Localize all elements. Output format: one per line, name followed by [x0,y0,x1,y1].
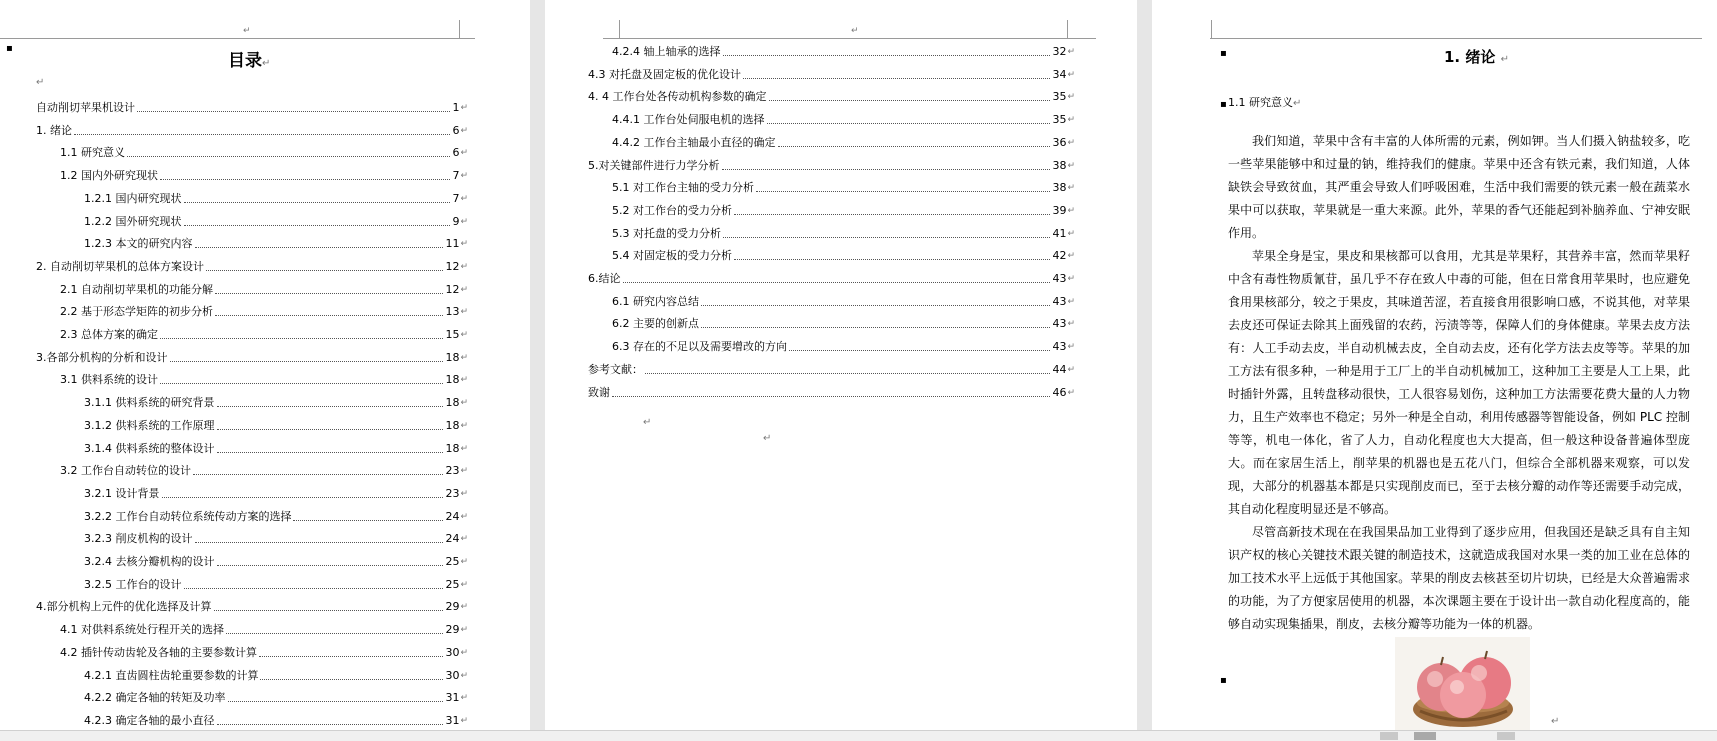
header-boundary [0,38,475,39]
toc-entry-title: 6.1 研究内容总结 [612,294,699,308]
toc-entry-title: 4.2.1 直齿圆柱齿轮重要参数的计算 [84,668,259,682]
paragraph-mark-icon: ↵ [460,398,468,409]
paragraph-mark-icon: ↵ [643,417,652,428]
paragraph-mark-icon: ↵ [1067,319,1075,330]
header-boundary [603,38,1096,39]
toc-entry-page: 29 [445,600,460,614]
toc-leader-dots [160,179,450,180]
toc-entry[interactable] [612,249,1075,263]
toc-leader-dots [217,406,444,407]
paragraph-mark-icon: ↵ [1067,183,1075,194]
chapter-body [1228,130,1690,636]
toc-entry-title: 4.2.2 确定各轴的转矩及功率 [84,691,226,705]
read-mode-button[interactable] [1380,732,1398,740]
toc-entry[interactable] [84,487,468,501]
toc-entry-page: 39 [1052,203,1067,217]
toc-entry-title: 3.2 工作台自动转位的设计 [60,464,191,478]
paragraph-mark-icon: ↵ [1067,387,1075,398]
toc-entry[interactable] [588,159,1075,173]
toc-entry-page: 12 [445,282,460,296]
toc-entry[interactable] [60,646,468,660]
toc-entry[interactable] [60,146,468,160]
paragraph-mark-icon: ↵ [1067,69,1075,80]
body-paragraph: 尽管高新技术现在在我国果品加工业得到了逐步应用，但我国还是缺乏具有自主知识产权的核心关键技术跟关键的制造技术，这就造成我国对水果一类的加工业在总体的加工技术水平上远低于其他国家。苹果的削皮去核甚至切片切块，已经是大众普遍需求的功能，为了方便家居使用的机器，本次课题主要在于设计出一款自动化程度高的，能够自动实现集插果，削皮，去核分瓣等功能为一体的机器。 [1228,525,1690,631]
toc-leader-dots [214,610,444,611]
toc-entry[interactable] [60,169,468,183]
paragraph-mark-icon: ↵ [460,193,468,204]
toc-entry-title: 5.1 对工作台主轴的受力分析 [612,181,754,195]
toc-entry-page: 1 [452,101,460,114]
toc-entry-title: 5.2 对工作台的受力分析 [612,203,732,217]
toc-entry-page: 42 [1052,249,1067,263]
toc-entry-page: 25 [445,555,460,568]
web-layout-button[interactable] [1497,732,1515,740]
chapter-title: 1. 绪论 ↵ [1444,48,1509,66]
toc-leader-dots [701,305,1050,306]
toc-entry-title: 6.结论 [588,272,621,285]
toc-leader-dots [170,361,444,362]
toc-entry-page: 6 [452,146,460,160]
bullet-mark-icon: ▪ [1220,99,1227,110]
paragraph-mark-icon: ↵ [460,602,468,613]
toc-entry[interactable] [612,340,1075,354]
toc-leader-dots [734,259,1050,260]
toc-leader-dots [217,565,444,566]
toc-entry[interactable] [612,295,1075,309]
toc-entry[interactable] [84,192,468,206]
toc-entry-title: 3.2.2 工作台自动转位系统传动方案的选择 [84,509,292,523]
toc-entry-page: 35 [1052,90,1067,104]
toc-entry[interactable] [612,113,1075,127]
toc-entry-page: 15 [445,328,460,341]
paragraph-mark-icon: ↵ [243,26,251,36]
paragraph-mark-icon: ↵ [460,466,468,477]
paragraph-mark-icon: ↵ [763,433,772,444]
toc-leader-dots [217,429,444,430]
toc-leader-dots [612,396,1050,397]
header-corner-mark [619,20,620,38]
toc-leader-dots [193,474,443,475]
toc-entry-page: 43 [1052,317,1067,331]
toc-entry-page: 31 [445,713,460,727]
toc-entry[interactable] [36,600,468,614]
paragraph-mark-icon: ↵ [460,557,468,567]
toc-entry-title: 1. 绪论 [36,123,72,137]
toc-leader-dots [226,633,443,634]
paragraph-mark-icon: ↵ [460,670,468,681]
paragraph-mark-icon: ↵ [1067,160,1075,171]
toc-entry-page: 23 [445,464,460,478]
toc-entry-title: 致谢 [588,385,610,399]
toc-entry-page: 43 [1052,272,1067,285]
paragraph-mark-icon: ↵ [1067,137,1075,148]
paragraph-mark-icon: ↵ [1067,274,1075,284]
toc-entry-title: 2. 自动削切苹果机的总体方案设计 [36,259,204,273]
toc-leader-dots [137,111,450,112]
toc-title: 目录↵ [228,51,271,71]
paragraph-mark-icon: ↵ [460,239,468,250]
toc-entry-page: 9 [452,214,460,228]
paragraph-mark-icon: ↵ [460,284,468,295]
paragraph-mark-icon: ↵ [460,579,468,590]
toc-entry-title: 4.2.4 轴上轴承的选择 [612,45,721,58]
toc-entry-title: 5.4 对固定板的受力分析 [612,249,732,263]
toc-entry-page: 30 [445,645,460,659]
toc-entry-page: 35 [1052,113,1067,127]
toc-entry-title: 4. 4 工作台处各传动机构参数的确定 [588,90,767,104]
toc-entry-title: 1.2 国内外研究现状 [60,169,158,183]
toc-entry-title: 3.2.3 削皮机构的设计 [84,532,193,546]
toc-entry[interactable] [588,90,1075,104]
toc-leader-dots [215,315,443,316]
paragraph-mark-icon: ↵ [460,103,468,113]
paragraph-mark-icon: ↵ [460,330,468,340]
toc-leader-dots [160,338,443,339]
toc-entry-page: 12 [445,259,460,273]
toc-leader-dots [195,247,444,248]
toc-entry-page: 38 [1052,158,1067,172]
paragraph-mark-icon: ↵ [460,352,468,363]
toc-leader-dots [74,134,450,135]
toc-entry-page: 29 [445,623,460,637]
toc-entry-page: 34 [1052,67,1067,81]
toc-entry[interactable] [612,181,1075,195]
toc-leader-dots [701,327,1050,328]
toc-entry-page: 36 [1052,135,1067,149]
header-corner-mark [1067,20,1068,38]
toc-entry[interactable] [84,442,468,456]
toc-entry-title: 1.1 研究意义 [60,146,125,160]
toc-entry-title: 3.2.4 去核分瓣机构的设计 [84,555,215,568]
apple-basket-image[interactable] [1395,637,1530,730]
toc-entry-title: 4.2.3 确定各轴的最小直径 [84,713,215,727]
toc-entry-title: 4.4.2 工作台主轴最小直径的确定 [612,135,776,149]
toc-entry-title: 3.1.2 供料系统的工作原理 [84,418,215,432]
toc-leader-dots [293,520,443,521]
toc-entry[interactable] [612,227,1075,241]
paragraph-mark-icon: ↵ [1067,296,1075,307]
toc-entry-title: 1.2.2 国外研究现状 [84,214,182,228]
bullet-mark-icon: ▪ [1220,675,1227,686]
paragraph-mark-icon: ↵ [460,307,468,318]
toc-entry[interactable] [84,215,468,229]
toc-leader-dots [723,55,1051,56]
toc-entry[interactable] [84,691,468,705]
toc-entry-page: 18 [445,441,460,455]
toc-entry-page: 18 [445,373,460,387]
toc-entry-title: 4.3 对托盘及固定板的优化设计 [588,67,741,81]
toc-entry-title: 6.2 主要的创新点 [612,317,699,331]
toc-entry[interactable] [60,623,468,637]
toc-leader-dots [260,679,443,680]
toc-entry[interactable] [612,317,1075,331]
paragraph-mark-icon: ↵ [460,625,468,636]
toc-entry[interactable] [84,532,468,546]
toc-entry[interactable] [84,510,468,524]
toc-leader-dots [184,225,451,226]
toc-entry[interactable] [60,328,468,342]
toc-leader-dots [228,701,444,702]
toc-leader-dots [184,588,444,589]
toc-entry[interactable] [36,351,468,365]
paragraph-mark-icon: ↵ [460,171,468,182]
toc-entry-title: 3.2.1 设计背景 [84,486,160,500]
toc-entry[interactable] [36,101,468,115]
toc-entry[interactable] [612,136,1075,150]
toc-entry[interactable] [84,396,468,410]
toc-entry[interactable] [612,45,1075,59]
toc-entry[interactable] [60,373,468,387]
toc-entry-page: 13 [445,305,460,319]
toc-entry[interactable] [36,260,468,274]
toc-entry-title: 2.2 基于形态学矩阵的初步分析 [60,305,213,319]
toc-leader-dots [162,497,444,498]
toc-leader-dots [623,282,1051,283]
paragraph-mark-icon: ↵ [1067,115,1075,126]
toc-entry-page: 18 [445,396,460,410]
paragraph-mark-icon: ↵ [460,148,468,159]
toc-entry-title: 2.3 总体方案的确定 [60,328,158,341]
toc-entry-page: 23 [445,486,460,500]
toc-entry-title: 3.各部分机构的分析和设计 [36,350,168,364]
paragraph-mark-icon: ↵ [460,443,468,454]
toc-entry-title: 3.1.1 供料系统的研究背景 [84,396,215,410]
toc-entry[interactable] [36,124,468,138]
toc-leader-dots [723,237,1050,238]
toc-entry[interactable] [588,386,1075,400]
bullet-mark-icon: ▪ [1220,48,1227,59]
toc-entry-page: 18 [445,418,460,432]
toc-entry-title: 4.4.1 工作台处伺服电机的选择 [612,113,765,127]
paragraph-mark-icon: ↵ [460,375,468,386]
toc-entry-title: 3.2.5 工作台的设计 [84,577,182,591]
toc-entry[interactable] [60,283,468,297]
status-bar [0,730,1717,741]
toc-entry-title: 4.1 对供料系统处行程开关的选择 [60,623,224,637]
toc-leader-dots [743,78,1050,79]
paragraph-mark-icon: ↵ [1067,251,1075,262]
toc-leader-dots [206,270,443,271]
paragraph-mark-icon: ↵ [1551,716,1560,727]
toc-entry-page: 7 [452,169,460,183]
toc-entry[interactable] [84,669,468,683]
paragraph-mark-icon: ↵ [460,511,468,522]
bullet-mark-icon: ▪ [6,43,13,54]
toc-entry-title: 1.2.1 国内研究现状 [84,191,182,205]
paragraph-mark-icon: ↵ [460,488,468,499]
toc-leader-dots [184,202,451,203]
toc-entry-title: 5.对关键部件进行力学分析 [588,158,720,172]
paragraph-mark-icon: ↵ [460,216,468,227]
toc-leader-dots [734,214,1050,215]
toc-leader-dots [160,383,443,384]
toc-entry[interactable] [84,578,468,592]
toc-entry-page: 18 [445,350,460,364]
toc-entry-page: 46 [1052,385,1067,399]
toc-leader-dots [215,293,443,294]
toc-leader-dots [789,350,1050,351]
document-page-3[interactable] [1152,0,1717,730]
toc-entry[interactable] [84,237,468,251]
toc-entry-page: 6 [452,123,460,137]
toc-entry[interactable] [84,714,468,728]
paragraph-mark-icon: ↵ [36,77,45,88]
toc-entry-page: 7 [452,191,460,205]
toc-entry-page: 43 [1052,340,1067,354]
toc-leader-dots [195,542,444,543]
toc-leader-dots [767,123,1051,124]
paragraph-mark-icon: ↵ [460,693,468,704]
toc-entry-page: 30 [445,668,460,682]
toc-entry-page: 41 [1052,226,1067,240]
toc-leader-dots [769,100,1051,101]
toc-leader-dots [259,656,443,657]
paragraph-mark-icon: ↵ [1067,92,1075,103]
toc-entry[interactable] [588,363,1075,377]
document-page-2[interactable] [545,0,1137,730]
toc-entry-title: 5.3 对托盘的受力分析 [612,226,721,240]
paragraph-mark-icon: ↵ [460,125,468,136]
document-page-1[interactable] [0,0,530,730]
toc-leader-dots [778,146,1051,147]
toc-entry-page: 24 [445,509,460,523]
toc-leader-dots [217,724,444,725]
toc-leader-dots [722,169,1051,170]
body-paragraph: 我们知道，苹果中含有丰富的人体所需的元素，例如钾。当人们摄入钠盐较多，吃一些苹果能够中和过量的钠，维持我们的健康。苹果中还含有铁元素，我们知道，人体缺铁会导致贫血，其严重会导致人们呼吸困难，生活中我们需要的铁元素一般在蔬菜水果中可以获取，苹果就是一重大来源。此外，苹果的香气还能起到补脑养血、宁神安眠作用。 [1228,134,1690,240]
paragraph-mark-icon: ↵ [1067,47,1075,57]
toc-entry-title: 3.1.4 供料系统的整体设计 [84,441,215,455]
toc-leader-dots [217,452,444,453]
paragraph-mark-icon: ↵ [460,534,468,545]
paragraph-mark-icon: ↵ [1067,205,1075,216]
toc-entry-title: 自动削切苹果机设计 [36,101,135,114]
section-heading: 1.1 研究意义↵ [1228,96,1302,109]
paragraph-mark-icon: ↵ [460,715,468,726]
toc-entry-page: 31 [445,691,460,705]
paragraph-mark-icon: ↵ [1067,364,1075,375]
paragraph-mark-icon: ↵ [1067,228,1075,239]
toc-entry-title: 3.1 供料系统的设计 [60,373,158,387]
toc-entry-title: 6.3 存在的不足以及需要增改的方向 [612,340,787,354]
toc-entry[interactable] [84,419,468,433]
toc-entry-page: 32 [1052,45,1067,58]
toc-entry[interactable] [588,272,1075,286]
toc-entry-page: 24 [445,532,460,546]
paragraph-mark-icon: ↵ [851,26,859,36]
toc-entry[interactable] [612,204,1075,218]
toc-leader-dots [756,191,1050,192]
toc-entry[interactable] [60,305,468,319]
paragraph-mark-icon: ↵ [1067,342,1075,353]
toc-entry-page: 25 [445,577,460,591]
toc-entry[interactable] [588,68,1075,82]
toc-entry-title: 4.部分机构上元件的优化选择及计算 [36,600,212,614]
print-layout-button[interactable] [1414,732,1436,740]
toc-leader-dots [127,156,450,157]
paragraph-mark-icon: ↵ [460,261,468,272]
body-paragraph: 苹果全身是宝，果皮和果核都可以食用，尤其是苹果籽，其营养丰富，然而苹果籽中含有毒性物质氰苷，虽几乎不存在致人中毒的可能，但在日常食用苹果时，也应避免食用果核部分，较之于果皮，其味道苦涩，若直接食用很影响口感，不说其他，对苹果去皮还可保证去除其上面残留的农药，污渍等等，保障人们的身体健康。苹果去皮方法有：人工手动去皮，半自动机械去皮，全自动去皮，还有化学方法去皮等等。苹果的加工方法有很多种，一种是用于工厂上的半自动机械加工，这种加工主要是人工上果，此时插针外露，且转盘移动很快，工人很容易划伤，这种加工方法需要花费大量的人力物力，且生产效率也不稳定；另外一种是全自动，利用传感器等智能设备，例如 PLC 控制等等，机电一体化，省了人力，自动化程度也大大提高，但一般这种设备普遍体型庞大。而在家居生活上，削苹果的机器也是五花八门，但综合全部机器来观察，可以发现，大部分的机器基本都是只实现削皮而已，至于去核分瓣的动作等还需要手动完成，其自动化程度明显还是不够高。 [1228,249,1690,516]
toc-leader-dots [645,373,1050,374]
toc-entry-page: 38 [1052,181,1067,195]
toc-entry[interactable] [60,464,468,478]
toc-entry-title: 参考文献： [588,362,643,376]
paragraph-mark-icon: ↵ [460,647,468,658]
toc-entry-page: 43 [1052,294,1067,308]
toc-entry-title: 1.2.3 本文的研究内容 [84,237,193,251]
toc-entry[interactable] [84,555,468,569]
header-corner-mark [1211,20,1212,38]
toc-entry-page: 44 [1052,362,1067,376]
toc-entry-title: 2.1 自动削切苹果机的功能分解 [60,282,213,296]
toc-entry-page: 11 [445,237,460,251]
toc-entry-title: 4.2 插针传动齿轮及各轴的主要参数计算 [60,645,257,659]
header-boundary [1210,38,1702,39]
header-corner-mark [459,20,460,38]
paragraph-mark-icon: ↵ [460,420,468,431]
